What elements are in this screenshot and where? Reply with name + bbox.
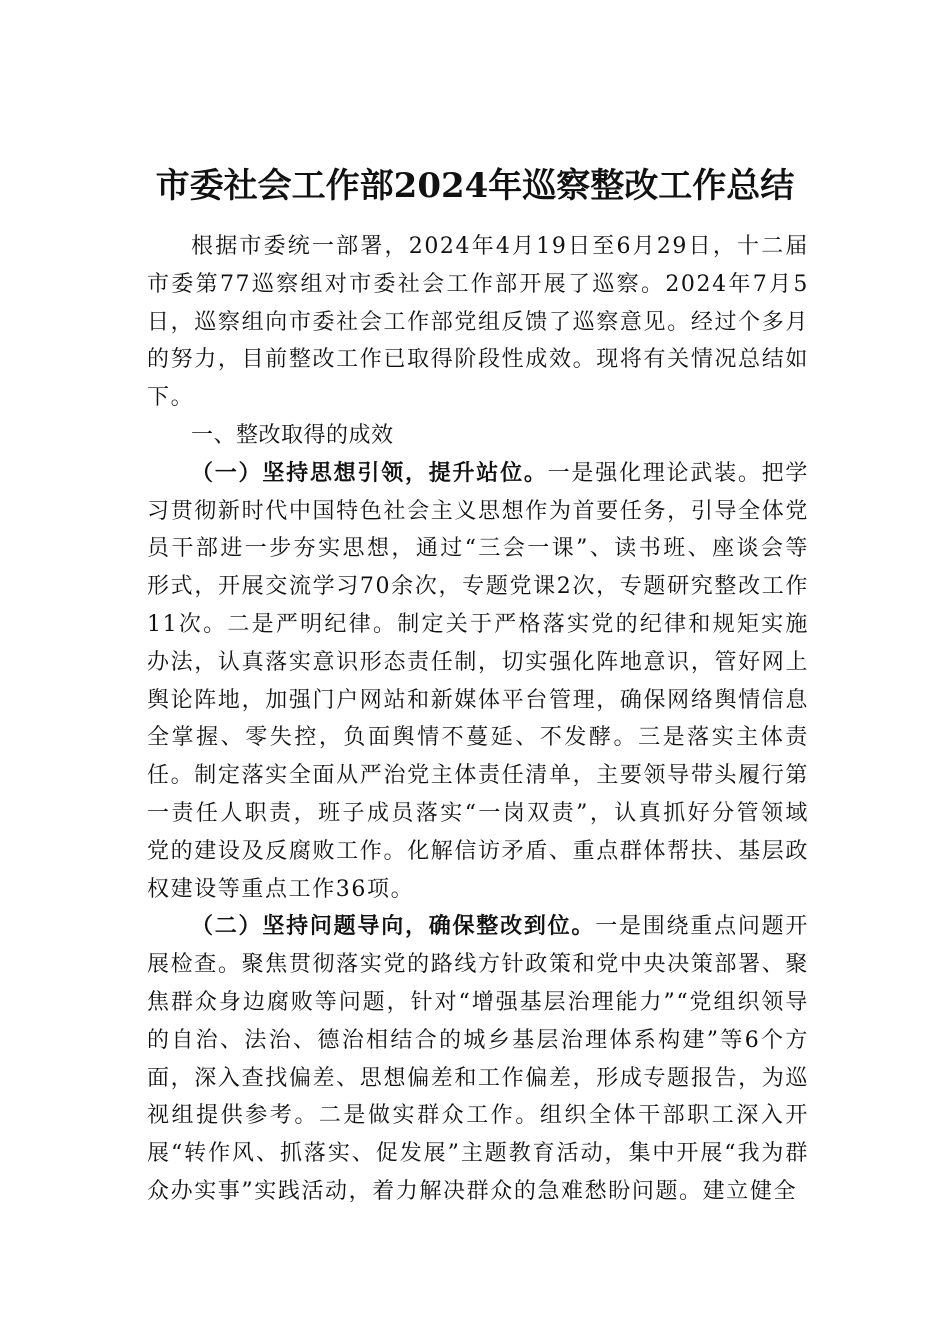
paragraph-1-body: 一是强化理论武装。把学习贯彻新时代中国特色社会主义思想作为首要任务，引导全体党员干部进一步夯实思想，通过“三会一课”、读书班、座谈会等形式，开展交流学习70余次，专题党课2次，专题研究整改工作11次。二是严明纪律。制定关于严格落实党的纪律和规矩实施办法，认真落实意识形态责任制，切实强化阵地意识，管好网上舆论阵地，加强门户网站和新媒体平台管理，确保网络舆情信息全掌握、零失控，负面舆情不蔓延、不发酵。三是落实主体责任。制定落实全面从严治党主体责任清单，主要领导带头履行第一责任人职责，班子成员落实“一岗双责”，认真抓好分管领域党的建设及反腐败工作。化解信访矛盾、重点群体帮扶、基层政权建设等重点工作36项。 [147,460,809,902]
paragraph-1-lead: （一）坚持思想引领，提升站位。 [191,459,548,486]
paragraph-1 [147,455,809,909]
paragraph-2-lead: （二）坚持问题导向，确保整改到位。 [191,913,596,940]
intro-paragraph: 根据市委统一部署，2024年4月19日至6月29日，十二届市委第77巡察组对市委社会工作部开展了巡察。2024年7月5日，巡察组向市委社会工作部党组反馈了巡察意见。经过个多月的努力，目前整改工作已取得阶段性成效。现将有关情况总结如下。 [147,234,809,411]
paragraph-2 [147,908,809,1210]
section-heading: 一、整改取得的成效 [191,422,394,448]
paragraph-2-body: 一是围绕重点问题开展检查。聚焦贯彻落实党的路线方针政策和党中央决策部署、聚焦群众身边腐败等问题，针对“增强基层治理能力”“党组织领导的自治、法治、德治相结合的城乡基层治理体系构建”等6个方面，深入查找偏差、思想偏差和工作偏差，形成专题报告，为巡视组提供参考。二是做实群众工作。组织全体干部职工深入开展“转作风、抓落实、促发展”主题教育活动，集中开展“我为群众办实事”实践活动，着力解决群众的急难愁盼问题。建立健全 [147,914,809,1204]
document-title: 市委社会工作部2024年巡察整改工作总结 [155,166,795,206]
document-body [147,228,809,1211]
